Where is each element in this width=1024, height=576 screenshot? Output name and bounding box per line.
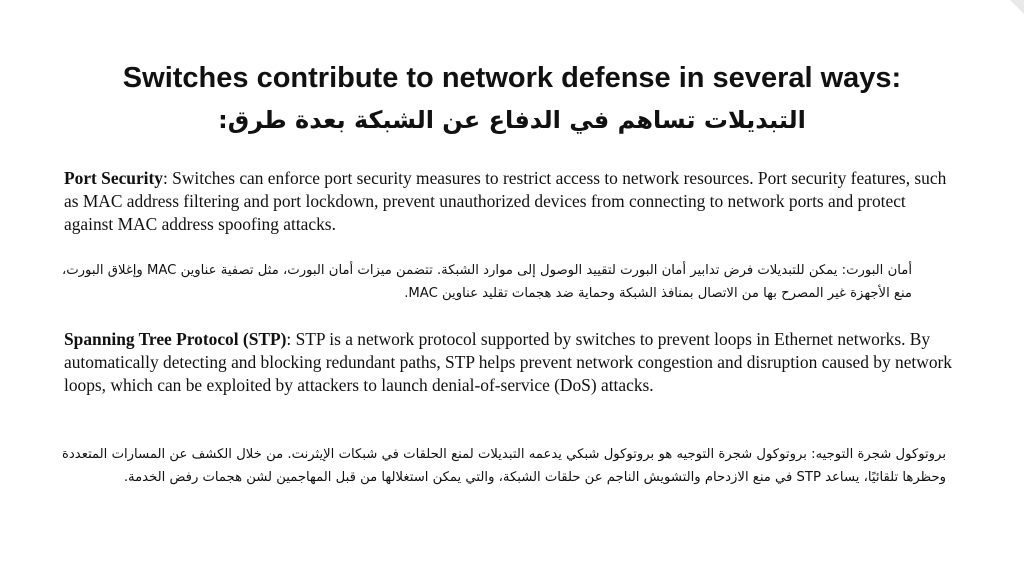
slide-title-arabic: التبديلات تساهم في الدفاع عن الشبكة بعدة طرق: (218, 106, 806, 134)
corner-accent (1010, 0, 1024, 14)
port-security-term: Port Security (64, 168, 163, 188)
port-security-arabic-paragraph: أمان البورت: يمكن للتبديلات فرض تدابير أمان البورت لتقييد الوصول إلى موارد الشبكة. تتضمن ميزات أمان البورت، مثل تصفية عناوين MAC وإغلاق البورت، منع الأجهزة غير المصرح بها من الاتصال بمنافذ الشبكة وحماية ضد هجمات تقليد عناوين MAC. (62, 263, 912, 301)
port-security-text: : Switches can enforce port security measures to restrict access to network resources. Port security features, such as MAC address filtering and port lockdown, prevent unauthorized devices from connecting to network ports and protect against MAC address spoofing attacks. (64, 168, 947, 234)
stp-arabic-paragraph: بروتوكول شجرة التوجيه: بروتوكول شجرة التوجيه هو بروتوكول شبكي يدعمه التبديلات لمنع الحلقات في شبكات الإيثرنت. من خلال الكشف عن المسارات المتعددة وحظرها تلقائيًا، يساعد STP في منع الازدحام والتشويش الناجم عن حلقات الشبكة، والتي يمكن استغلالها من قبل المهاجمين لشن هجمات رفض الخدمة. (62, 447, 946, 485)
stp-paragraph (64, 328, 954, 397)
stp-term: Spanning Tree Protocol (STP) (64, 329, 287, 349)
slide-title: Switches contribute to network defense in several ways: (122, 62, 902, 94)
port-security-paragraph (64, 167, 954, 236)
stp-text: : STP is a network protocol supported by switches to prevent loops in Ethernet networks. By automatically detecting and blocking redundant paths, STP helps prevent network congestion and disruption caused by network loops, which can be exploited by attackers to launch denial-of-service (DoS) attacks. (64, 329, 953, 395)
